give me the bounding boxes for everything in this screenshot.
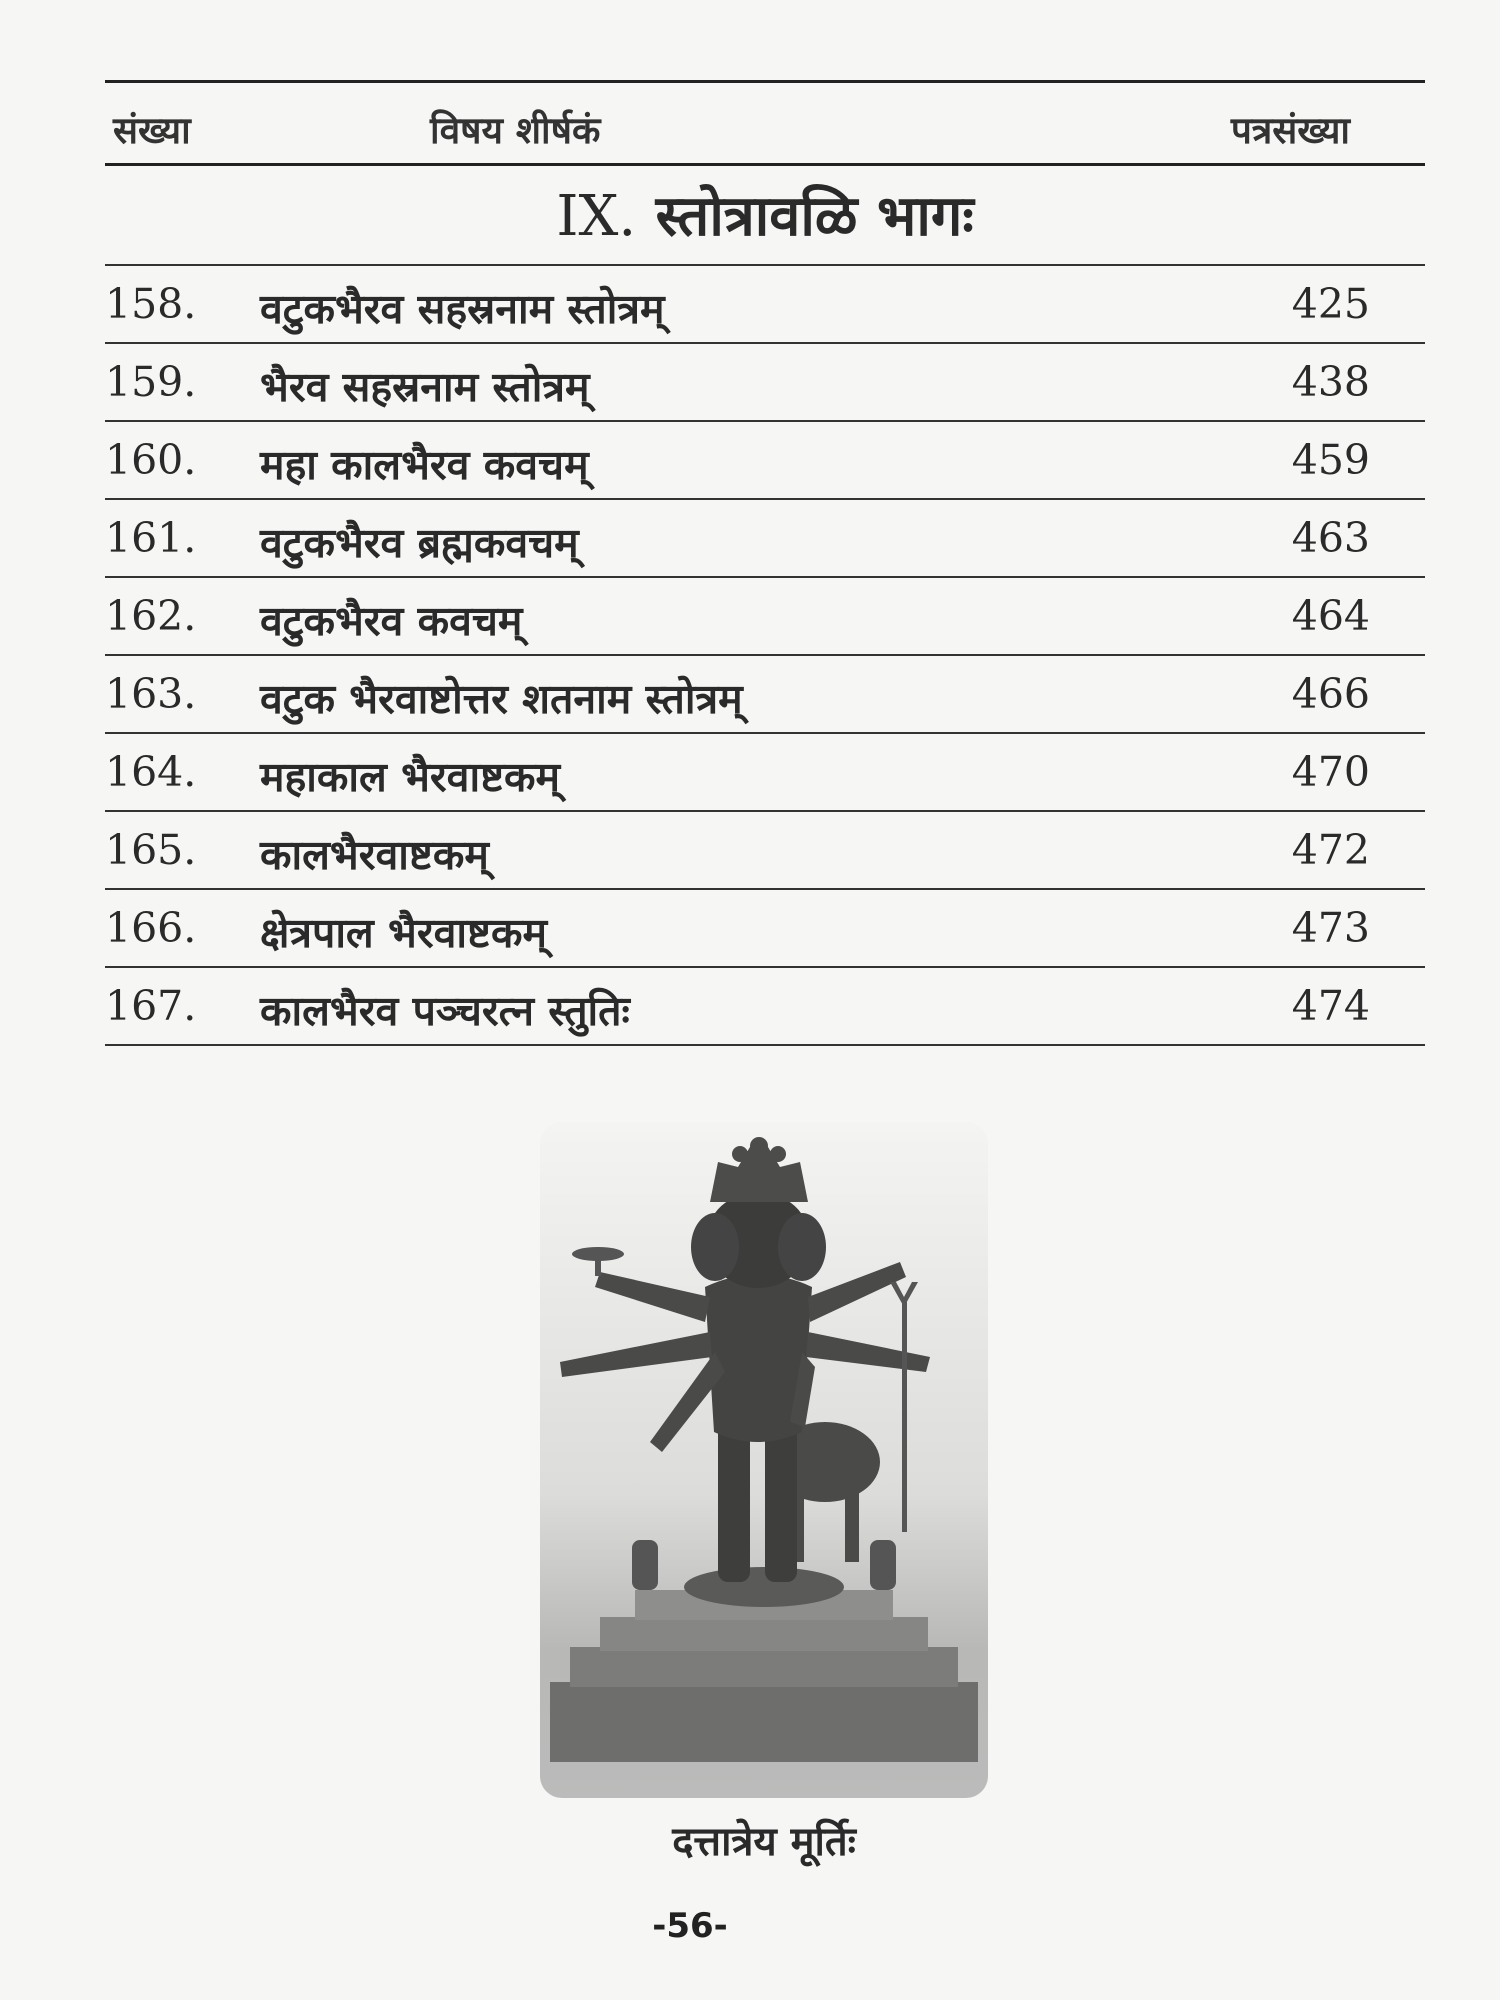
section-title-text: स्तोत्रावळि भागः — [655, 184, 974, 249]
header-number-label: संख्या — [113, 109, 191, 152]
toc-row — [105, 656, 1425, 734]
toc-entry-title: भैरव सहस्रनाम स्तोत्रम् — [260, 363, 590, 411]
toc-row — [105, 578, 1425, 656]
toc-entry-number: 164. — [105, 748, 197, 796]
toc-entry-title: वटुकभैरव सहस्रनाम स्तोत्रम् — [260, 285, 665, 333]
toc-entry-page: 472 — [1291, 826, 1370, 874]
toc-entry-number: 167. — [105, 982, 197, 1030]
toc-entry-title: महा कालभैरव कवचम् — [260, 441, 589, 489]
toc-row — [105, 422, 1425, 500]
toc-table — [105, 264, 1425, 1046]
toc-entry-title: महाकाल भैरवाष्टकम् — [260, 753, 561, 801]
toc-entry-page: 474 — [1291, 982, 1370, 1030]
toc-row — [105, 890, 1425, 968]
toc-entry-title: कालभैरवाष्टकम् — [260, 831, 489, 879]
statue-base — [550, 1682, 978, 1762]
toc-entry-title: कालभैरव पञ्चरत्न स्तुतिः — [260, 987, 630, 1035]
toc-row — [105, 500, 1425, 578]
toc-entry-number: 162. — [105, 592, 197, 640]
toc-entry-number: 163. — [105, 670, 197, 718]
figure-caption: दत्तात्रेय मूर्तिः — [672, 1819, 856, 1865]
deity-statue-photo — [540, 1122, 988, 1798]
toc-entry-title: वटुकभैरव कवचम् — [260, 597, 523, 645]
toc-entry-page: 425 — [1291, 280, 1370, 328]
section-roman-numeral: IX. — [556, 184, 637, 249]
toc-entry-page: 473 — [1291, 904, 1370, 952]
statue-illustration — [540, 1122, 988, 1798]
header-page-label: पत्रसंख्या — [1230, 109, 1350, 152]
toc-entry-title: क्षेत्रपाल भैरवाष्टकम् — [260, 909, 547, 957]
toc-row — [105, 344, 1425, 422]
toc-entry-number: 166. — [105, 904, 197, 952]
toc-row — [105, 266, 1425, 344]
toc-entry-page: 459 — [1291, 436, 1370, 484]
toc-row — [105, 734, 1425, 812]
toc-entry-number: 159. — [105, 358, 197, 406]
toc-entry-title: वटुक भैरवाष्टोत्तर शतनाम स्तोत्रम् — [260, 675, 743, 723]
toc-entry-number: 165. — [105, 826, 197, 874]
toc-entry-page: 463 — [1291, 514, 1370, 562]
toc-row — [105, 968, 1425, 1046]
toc-header — [105, 80, 1425, 166]
toc-entry-title: वटुकभैरव ब्रह्मकवचम् — [260, 519, 579, 567]
section-heading — [105, 176, 1425, 252]
toc-entry-number: 161. — [105, 514, 197, 562]
toc-entry-page: 438 — [1291, 358, 1370, 406]
toc-row — [105, 812, 1425, 890]
page-number: -56- — [652, 1906, 728, 1946]
toc-entry-page: 466 — [1291, 670, 1370, 718]
toc-entry-number: 160. — [105, 436, 197, 484]
toc-entry-number: 158. — [105, 280, 197, 328]
header-title-label: विषय शीर्षकं — [430, 109, 601, 152]
toc-entry-page: 470 — [1291, 748, 1370, 796]
toc-entry-page: 464 — [1291, 592, 1370, 640]
